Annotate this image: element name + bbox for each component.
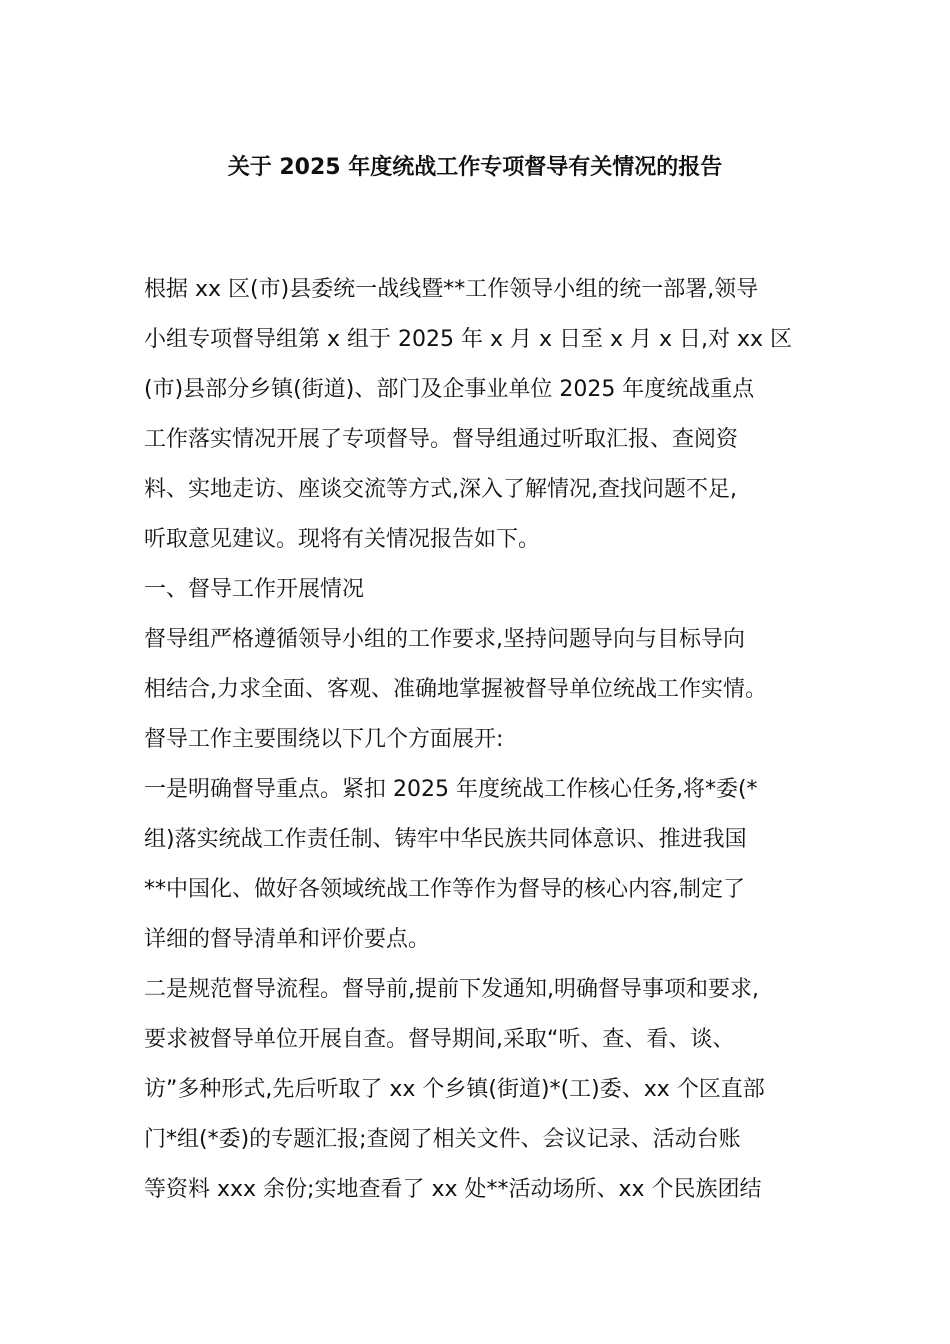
text-line: 工作落实情况开展了专项督导。督导组通过听取汇报、查阅资 [144,427,739,452]
section-heading: 一、督导工作开展情况 [144,577,365,602]
text-line: 督导工作主要围绕以下几个方面展开: [144,727,504,752]
text-line: 要求被督导单位开展自查。督导期间,采取“听、查、看、谈、 [144,1027,735,1052]
text-line: 详细的督导清单和评价要点。 [144,927,431,952]
text-line: 相结合,力求全面、客观、准确地掌握被督导单位统战工作实情。 [144,677,767,702]
text-line: 听取意见建议。现将有关情况报告如下。 [144,527,541,552]
text-line: 二是规范督导流程。督导前,提前下发通知,明确督导事项和要求, [144,977,759,1002]
text-line: **中国化、做好各领域统战工作等作为督导的核心内容,制定了 [144,877,745,902]
text-line: 小组专项督导组第 x 组于 2025 年 x 月 x 日至 x 月 x 日,对 xx 区 [144,327,793,352]
document-title: 关于 2025 年度统战工作专项督导有关情况的报告 [227,155,723,180]
text-line: 一是明确督导重点。紧扣 2025 年度统战工作核心任务,将*委(* [144,777,758,802]
text-line: 等资料 xxx 余份;实地查看了 xx 处**活动场所、xx 个民族团结 [144,1177,762,1202]
text-line: (市)县部分乡镇(街道)、部门及企事业单位 2025 年度统战重点 [144,377,755,402]
text-line: 访”多种形式,先后听取了 xx 个乡镇(街道)*(工)委、xx 个区直部 [144,1077,765,1102]
text-line: 根据 xx 区(市)县委统一战线暨**工作领导小组的统一部署,领导 [144,277,759,302]
text-line: 料、实地走访、座谈交流等方式,深入了解情况,查找问题不足, [144,477,737,502]
text-line: 门*组(*委)的专题汇报;查阅了相关文件、会议记录、活动台账 [144,1127,741,1152]
text-line: 督导组严格遵循领导小组的工作要求,坚持问题导向与目标导向 [144,627,745,652]
text-line: 组)落实统战工作责任制、铸牢中华民族共同体意识、推进我国 [144,827,747,852]
document-body [144,270,824,1220]
